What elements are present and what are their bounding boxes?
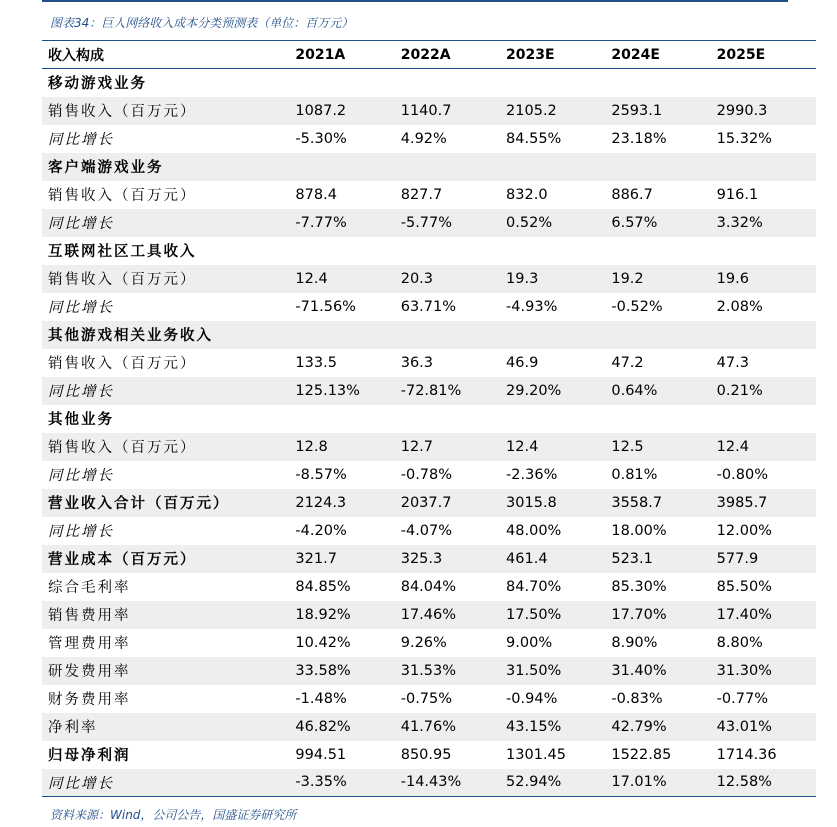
value-cell: 3985.7 (711, 489, 816, 517)
value-cell: 23.18% (611, 130, 667, 147)
row-label: 其他业务 (48, 412, 114, 428)
value-cell: 18.00% (611, 522, 667, 539)
value-cell (500, 405, 605, 433)
section-row (42, 405, 816, 433)
table-row (42, 265, 816, 293)
value-cell (395, 321, 500, 349)
row-label: 同比增长 (48, 132, 114, 148)
row-label: 同比增长 (48, 300, 114, 316)
table-header-row (42, 41, 816, 69)
value-cell (289, 405, 394, 433)
value-cell (711, 405, 816, 433)
value-cell: -5.30% (295, 130, 347, 147)
table-row (42, 601, 816, 629)
value-cell: 0.81% (611, 466, 658, 483)
value-cell (500, 153, 605, 181)
value-cell: 133.5 (295, 354, 337, 371)
row-label: 销售收入（百万元） (42, 265, 289, 293)
row-label: 销售费用率 (42, 601, 289, 629)
value-cell: 3015.8 (500, 489, 605, 517)
value-cell: -72.81% (395, 377, 500, 405)
value-cell (395, 405, 500, 433)
value-cell: 12.4 (289, 265, 394, 293)
row-label: 同比增长 (48, 524, 114, 540)
header-cell: 收入构成 (42, 41, 289, 69)
value-cell: 47.3 (716, 354, 749, 371)
row-label: 同比增长 (48, 468, 114, 484)
value-cell: -0.77% (716, 690, 768, 707)
row-label: 研发费用率 (42, 657, 289, 685)
value-cell: 0.52% (500, 209, 605, 237)
value-cell: 9.26% (400, 634, 447, 651)
value-cell: 577.9 (711, 545, 816, 573)
value-cell: 12.5 (605, 433, 710, 461)
value-cell: 31.40% (605, 657, 710, 685)
table-row (42, 461, 816, 489)
source-note: 资料来源：Wind，公司公告，国盛证券研究所 (50, 808, 297, 822)
value-cell: 1714.36 (716, 746, 777, 763)
value-cell: 0.64% (605, 377, 710, 405)
value-cell (289, 153, 394, 181)
value-cell: -0.94% (506, 690, 558, 707)
value-cell: 43.15% (500, 713, 605, 741)
value-cell: 19.6 (711, 265, 816, 293)
table-row (42, 293, 816, 321)
table-row (42, 97, 816, 125)
value-cell: 1087.2 (289, 97, 394, 125)
row-label: 互联网社区工具收入 (48, 244, 197, 260)
value-cell (289, 321, 394, 349)
row-label: 管理费用率 (48, 636, 131, 652)
value-cell: 2990.3 (711, 97, 816, 125)
value-cell: 886.7 (611, 186, 653, 203)
section-row (42, 237, 816, 265)
value-cell: 6.57% (605, 209, 710, 237)
value-cell: -2.36% (506, 466, 558, 483)
row-label: 同比增长 (42, 769, 289, 797)
row-label: 其他游戏相关业务收入 (42, 321, 289, 349)
value-cell: 48.00% (506, 522, 562, 539)
value-cell: 3.32% (711, 209, 816, 237)
value-cell (500, 321, 605, 349)
table-row (42, 769, 816, 797)
value-cell: 10.42% (295, 634, 351, 651)
value-cell (395, 237, 500, 265)
table-row (42, 181, 816, 209)
value-cell (289, 237, 394, 265)
value-cell: 916.1 (716, 186, 759, 203)
value-cell: -0.83% (611, 690, 663, 707)
value-cell: 15.32% (716, 130, 772, 147)
value-cell: 2.08% (716, 298, 763, 315)
table-row (42, 713, 816, 741)
value-cell: 19.2 (605, 265, 710, 293)
value-cell (605, 321, 710, 349)
header-cell: 2023E (500, 41, 605, 69)
value-cell: 43.01% (711, 713, 816, 741)
row-label: 销售收入（百万元） (42, 433, 289, 461)
table-row (42, 741, 816, 769)
value-cell: 46.82% (289, 713, 394, 741)
value-cell: 17.50% (500, 601, 605, 629)
value-cell: 3558.7 (605, 489, 710, 517)
header-cell: 2024E (605, 41, 710, 69)
value-cell: -0.80% (716, 466, 768, 483)
value-cell: -0.78% (400, 466, 453, 483)
table-row (42, 545, 816, 573)
table-row (42, 517, 816, 545)
row-label: 综合毛利率 (48, 580, 131, 596)
value-cell: 29.20% (500, 377, 605, 405)
value-cell: 33.58% (289, 657, 394, 685)
table-row (42, 685, 816, 713)
table-row (42, 629, 816, 657)
row-label: 归母净利润 (48, 748, 131, 764)
value-cell (395, 69, 500, 97)
value-cell: -0.52% (611, 298, 663, 315)
value-cell: 63.71% (400, 298, 457, 315)
value-cell: 17.01% (605, 769, 710, 797)
value-cell: 20.3 (395, 265, 500, 293)
table-row (42, 657, 816, 685)
value-cell: 47.2 (611, 354, 644, 371)
value-cell: -8.57% (295, 466, 347, 483)
value-cell: -14.43% (395, 769, 500, 797)
value-cell: 827.7 (400, 186, 443, 203)
section-row (42, 153, 816, 181)
value-cell: 12.58% (711, 769, 816, 797)
value-cell: 8.90% (611, 634, 658, 651)
value-cell: 31.30% (711, 657, 816, 685)
value-cell: -4.07% (400, 522, 453, 539)
row-label: 营业成本（百万元） (42, 545, 289, 573)
value-cell: -7.77% (289, 209, 394, 237)
value-cell: 12.7 (395, 433, 500, 461)
value-cell: 9.00% (506, 634, 553, 651)
value-cell: 2593.1 (605, 97, 710, 125)
value-cell (500, 237, 605, 265)
value-cell (605, 69, 710, 97)
value-cell: 2037.7 (395, 489, 500, 517)
value-cell: 994.51 (295, 746, 347, 763)
value-cell: 31.50% (500, 657, 605, 685)
value-cell: 12.4 (711, 433, 816, 461)
value-cell: 12.4 (500, 433, 605, 461)
table-row (42, 125, 816, 153)
value-cell (605, 405, 710, 433)
value-cell: 12.8 (289, 433, 394, 461)
forecast-table (42, 40, 816, 797)
value-cell (711, 237, 816, 265)
value-cell: 84.85% (295, 578, 351, 595)
row-label: 销售收入（百万元） (42, 97, 289, 125)
value-cell: 4.92% (400, 130, 447, 147)
table-row (42, 433, 816, 461)
row-label: 营业收入合计（百万元） (42, 489, 289, 517)
row-label: 净利率 (42, 713, 289, 741)
row-label: 同比增长 (42, 209, 289, 237)
value-cell: -71.56% (295, 298, 356, 315)
table-row (42, 209, 816, 237)
value-cell: 12.00% (716, 522, 772, 539)
value-cell: 461.4 (500, 545, 605, 573)
value-cell: 1522.85 (611, 746, 672, 763)
value-cell: -0.75% (400, 690, 453, 707)
value-cell: 1301.45 (506, 746, 567, 763)
value-cell: -4.93% (506, 298, 558, 315)
value-cell: 19.3 (500, 265, 605, 293)
value-cell: -3.35% (289, 769, 394, 797)
value-cell: 1140.7 (395, 97, 500, 125)
value-cell: 850.95 (400, 746, 452, 763)
row-label: 销售收入（百万元） (48, 188, 197, 204)
value-cell: 523.1 (605, 545, 710, 573)
value-cell: 0.21% (711, 377, 816, 405)
table-row (42, 349, 816, 377)
value-cell: 84.55% (506, 130, 562, 147)
value-cell (711, 153, 816, 181)
value-cell: 832.0 (506, 186, 548, 203)
value-cell (395, 153, 500, 181)
value-cell: -4.20% (295, 522, 347, 539)
value-cell: 325.3 (395, 545, 500, 573)
table-row (42, 489, 816, 517)
row-label: 客户端游戏业务 (42, 153, 289, 181)
value-cell: 17.70% (605, 601, 710, 629)
value-cell: -5.77% (395, 209, 500, 237)
value-cell: 17.46% (395, 601, 500, 629)
value-cell (605, 153, 710, 181)
value-cell: 2124.3 (289, 489, 394, 517)
value-cell: 42.79% (605, 713, 710, 741)
value-cell: 84.70% (506, 578, 562, 595)
table-body (42, 69, 816, 797)
value-cell (605, 237, 710, 265)
value-cell: 46.9 (506, 354, 539, 371)
header-cell: 2022A (395, 41, 500, 69)
row-label: 销售收入（百万元） (48, 356, 197, 372)
table-row (42, 573, 816, 601)
value-cell (711, 321, 816, 349)
table-row (42, 377, 816, 405)
value-cell: 31.53% (395, 657, 500, 685)
figure-caption: 图表34：巨人网络收入成本分类预测表（单位：百万元） (50, 16, 354, 30)
header-cell: 2021A (289, 41, 394, 69)
top-rule (42, 0, 788, 2)
value-cell: 321.7 (289, 545, 394, 573)
value-cell: -1.48% (295, 690, 347, 707)
value-cell: 17.40% (711, 601, 816, 629)
value-cell: 84.04% (400, 578, 457, 595)
value-cell: 36.3 (400, 354, 434, 371)
row-label: 财务费用率 (48, 692, 131, 708)
value-cell: 125.13% (289, 377, 394, 405)
value-cell: 18.92% (289, 601, 394, 629)
value-cell: 85.30% (611, 578, 667, 595)
value-cell: 2105.2 (500, 97, 605, 125)
value-cell (711, 69, 816, 97)
value-cell: 8.80% (716, 634, 763, 651)
value-cell: 52.94% (500, 769, 605, 797)
value-cell (500, 69, 605, 97)
row-label: 移动游戏业务 (48, 76, 147, 93)
header-cell: 2025E (711, 41, 816, 69)
value-cell: 878.4 (295, 186, 337, 203)
section-row (42, 321, 816, 349)
section-row (42, 69, 816, 97)
value-cell (289, 69, 394, 97)
value-cell: 41.76% (395, 713, 500, 741)
row-label: 同比增长 (42, 377, 289, 405)
value-cell: 85.50% (716, 578, 772, 595)
